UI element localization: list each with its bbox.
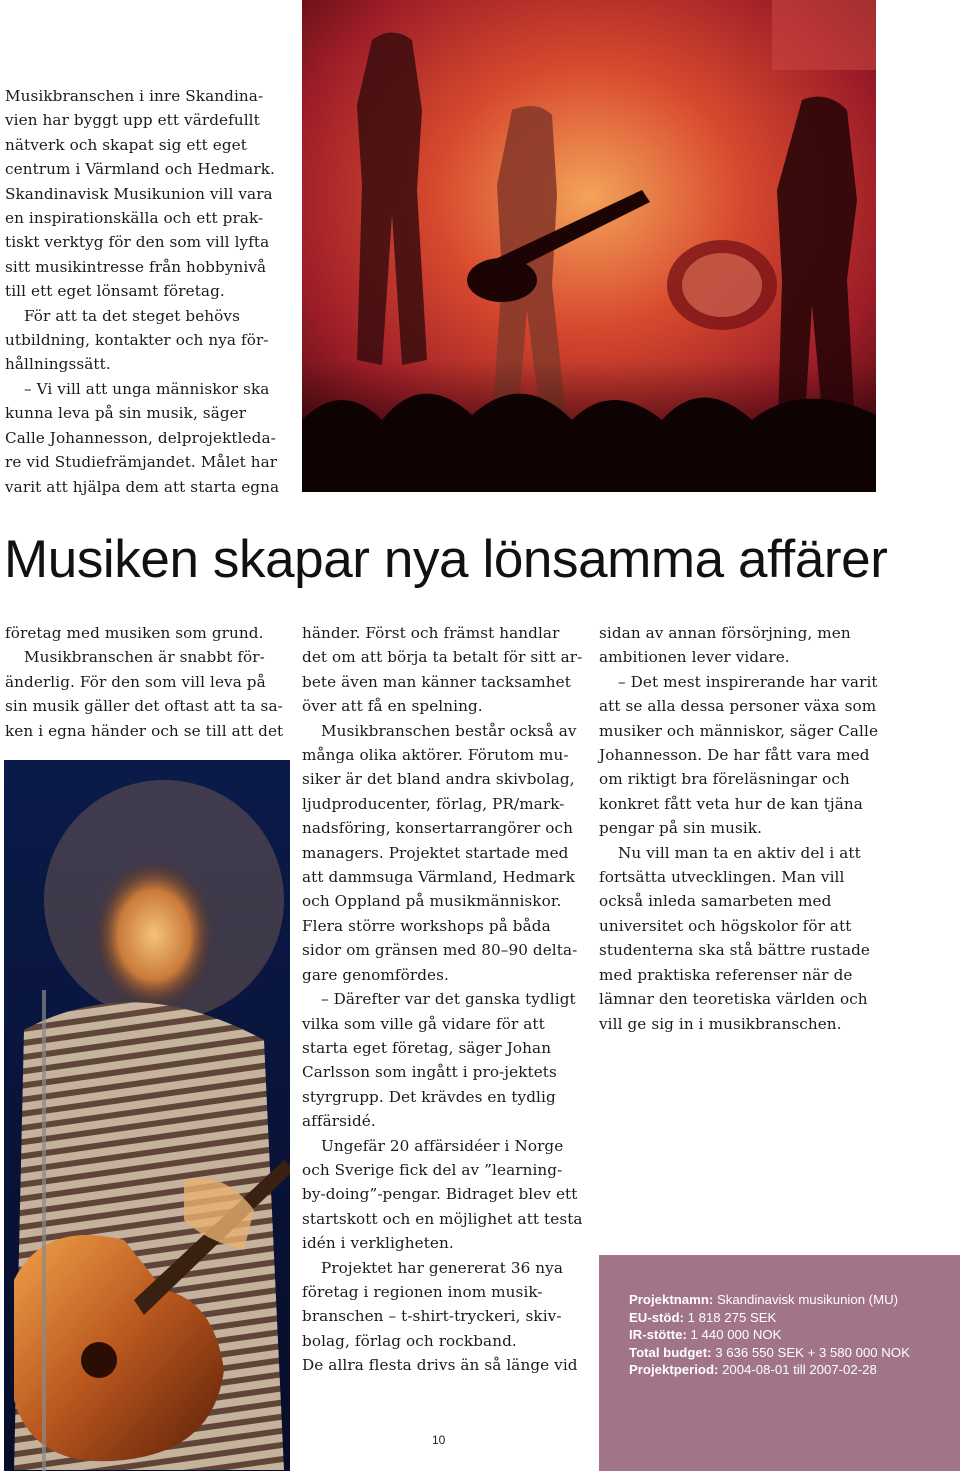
info-value: Skandinavisk musikunion (MU)	[716, 1292, 898, 1307]
concert-band-photo	[302, 0, 876, 492]
col3-paragraph-3: Nu vill man ta en aktiv del i att fortsätta utvecklingen. Man vill också inleda samarbeten med universitet och högskolor för att studenterna ska stå bättre rustade med praktiska referenser när de lämnar den teoretiska världen och vill ge sig in i musikbranschen.	[599, 843, 871, 1033]
info-value: 2004-08-01 till 2007-02-28	[722, 1362, 877, 1378]
info-row-eu-support	[629, 1309, 949, 1327]
info-value: 3 636 550 SEK + 3 580 000 NOK	[715, 1344, 910, 1360]
info-label: Projektnamn:	[629, 1292, 714, 1307]
intro-paragraph-1: Musikbranschen i inre Skandina-vien har byggt upp ett värdefullt nätverk och skapat sig ett eget centrum i Värmland och Hedmark. Skandinavisk Musikunion vill vara en inspirationskälla och ett prak-tiskt verktyg för den som vill lyfta sitt musikintresse från hobbynivå till ett eget lönsamt företag.	[5, 87, 275, 301]
body-column-1	[5, 621, 287, 743]
info-row-ir-support	[629, 1326, 949, 1344]
info-row-project-name	[629, 1291, 949, 1309]
guitarist-image	[4, 760, 290, 1471]
intro-paragraph-2: För att ta det steget behövs utbildning, kontakter och nya för-hållningssätt.	[5, 306, 269, 374]
concert-band-image	[302, 0, 876, 492]
intro-paragraph-3: – Vi vill att unga människor ska kunna leva på sin musik, säger Calle Johannesson, delprojektleda-re vid Studiefrämjandet. Målet har varit att hjälpa dem att starta egna	[5, 379, 280, 496]
body-column-2	[302, 621, 584, 1378]
article-headline: Musiken skapar nya lönsamma affärer	[4, 530, 888, 589]
info-row-total-budget	[629, 1344, 949, 1362]
col2-paragraph-5: Projektet har genererat 36 nya företag i regionen inom musik-branschen – t-shirt-tryckeri, skiv-bolag, förlag och rockband.	[302, 1258, 564, 1350]
info-label: Total budget:	[629, 1344, 712, 1360]
col2-paragraph-2: Musikbranschen består också av många olika aktörer. Förutom mu-siker är det bland andra skivbolag, ljudproducenter, förlag, PR/mark-nadsföring, konsertarrangörer och managers. Projektet startade med att dammsuga Värmland, Hedmark och Oppland på musikmänniskor. Flera större workshops på båda sidor om gränsen med 80–90 delta-gare genomfördes.	[302, 721, 578, 984]
col3-paragraph-1: sidan av annan försörjning, men ambitionen lever vidare.	[599, 624, 851, 667]
col2-paragraph-1: händer. Först och främst handlar det om att börja ta betalt för sitt ar-bete även man känner tacksamhet över att få en spelning.	[302, 624, 583, 716]
project-info-list	[629, 1291, 949, 1379]
col1-paragraph-1: företag med musiken som grund.	[5, 624, 264, 642]
body-column-3	[599, 621, 881, 1036]
col2-paragraph-4: Ungefär 20 affärsidéer i Norge och Sverige fick del av ”learning-by-doing”-pengar. Bidraget blev ett startskott och en möjlighet att testa idén i verkligheten.	[302, 1136, 583, 1253]
col2-paragraph-6: De allra flesta drivs än så länge vid	[302, 1356, 578, 1375]
col3-paragraph-2: – Det mest inspirerande har varit att se alla dessa personer växa som musiker och människor, säger Calle Johannesson. De har fått vara med om riktigt bra föreläsningar och konkret fått veta hur de kan tjäna pengar på sin musik.	[599, 672, 879, 838]
info-label: Projektperiod:	[629, 1362, 719, 1378]
intro-text	[5, 84, 287, 499]
info-label: IR-stötte:	[629, 1327, 687, 1343]
info-row-project-period	[629, 1361, 949, 1379]
guitarist-photo	[4, 760, 290, 1471]
info-value: 1 440 000 NOK	[690, 1327, 782, 1343]
project-info-box	[599, 1255, 960, 1471]
info-value: 1 818 275 SEK	[687, 1309, 777, 1325]
page-number: 10	[432, 1433, 446, 1447]
col1-paragraph-2: Musikbranschen är snabbt för-änderlig. För den som vill leva på sin musik gäller det oftast att ta sa-ken i egna händer och se till att det	[5, 648, 284, 740]
info-label: EU-stöd:	[629, 1309, 684, 1325]
col2-paragraph-3: – Därefter var det ganska tydligt vilka som ville gå vidare för att starta eget företag, säger Johan Carlsson som ingått i pro-jektets styrgrupp. Det krävdes en tydlig affärsidé.	[302, 990, 576, 1131]
